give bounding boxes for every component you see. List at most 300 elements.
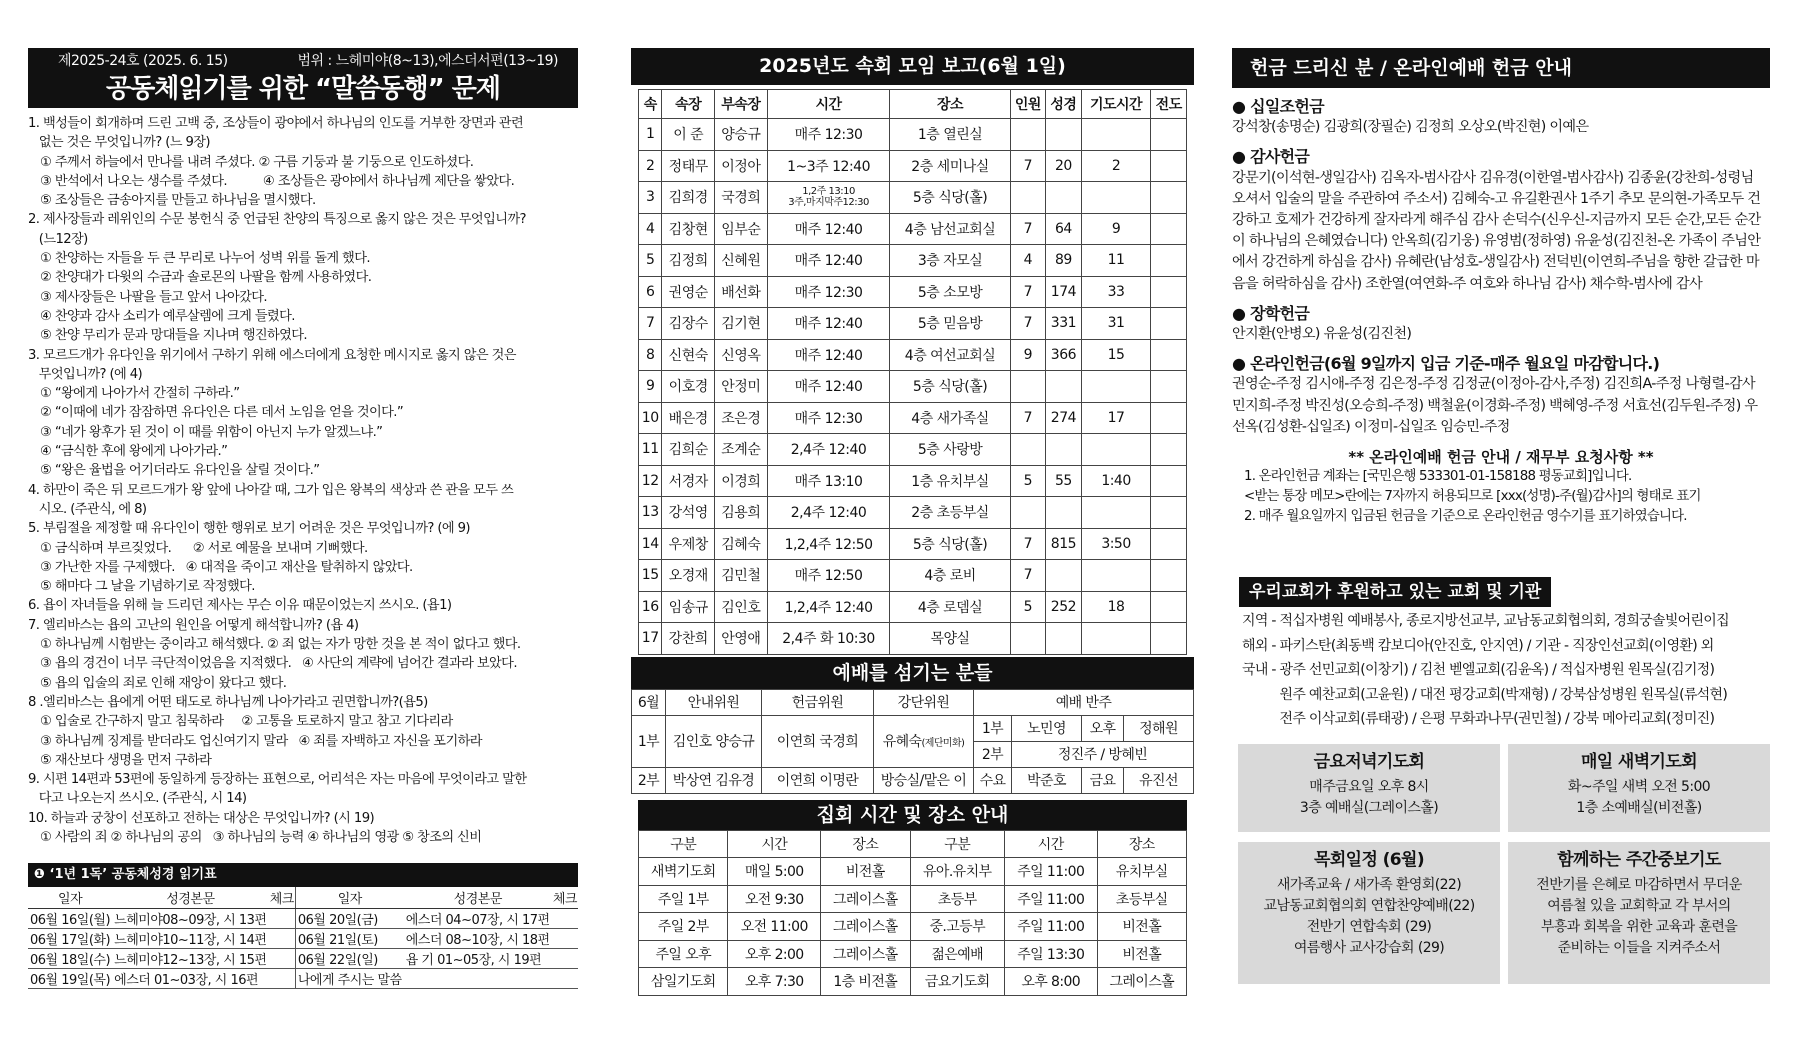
gathering-table [638,830,1187,996]
report-cell [1151,308,1187,340]
reading-header: 성경본문 [404,887,552,909]
offering-names: 강석창(송명순) 김광희(장필순) 김정희 오상오(박진현) 이예은 [1232,119,1589,136]
question-option: ③ 제사장들은 나팔을 들고 앞서 나아갔다. [40,289,267,305]
report-header: 시간 [767,90,890,119]
gathering-cell: 중.고등부 [910,913,1004,941]
report-cell [1046,119,1082,151]
report-cell: 조계순 [715,434,768,466]
report-cell: 11 [639,434,662,466]
gathering-cell: 새벽기도회 [639,858,728,886]
question-option: ④ 찬양과 감사 소리가 예루살렘에 크게 들렸다. [40,308,295,324]
report-cell: 5 [1010,591,1046,623]
altar-header: 강단위원 [874,689,974,715]
service-1-offering: 이연희 국경희 [762,715,874,767]
info-box-line: 부흥과 회복을 위한 교육과 훈련을 [1540,918,1738,935]
report-cell [1151,497,1187,529]
reading-cell: 06월 18일(수) [28,949,112,969]
info-box-line: 여름행사 교사강습회 (29) [1293,939,1445,956]
report-row [639,119,1187,151]
offering-names: 권영순-주정 김시애-주정 김은정-주정 김정균(이정아-감사,주정) 김진희A-주정 나형렬-감사 민지희-주정 박진성(오승희-주정) 백철윤(이경화-주정) 백혜영-주정 서효선(김두원-주정) 우선옥(김성환-십일조) 이정미-십일조 임승민-주정 [1232,376,1758,435]
question-text: 7. 엘리바스는 욥의 고난의 원인을 어떻게 해석합니까? (욥 4) [28,617,359,633]
question-option: ⑤ 조상들은 금송아지를 만들고 하나님을 멸시했다. [40,193,316,209]
report-cell: 366 [1046,339,1082,371]
report-row [639,213,1187,245]
report-cell: 1층 유치부실 [890,465,1010,497]
report-header: 성경 [1046,90,1082,119]
report-row [639,182,1187,214]
report-row [639,339,1187,371]
report-cell: 우제창 [662,528,715,560]
offering-title: 헌금 드리신 분 / 온라인예배 헌금 안내 [1232,48,1770,88]
report-cell: 174 [1046,276,1082,308]
report-cell: 5 [1010,465,1046,497]
report-header: 속 [639,90,662,119]
report-cell: 김기현 [715,308,768,340]
report-cell: 5층 식당(홀) [890,371,1010,403]
report-cell: 33 [1081,276,1151,308]
report-cell: 7 [1010,276,1046,308]
report-cell: 64 [1046,213,1082,245]
report-cell [1010,497,1046,529]
report-cell: 매주 12:40 [767,339,890,371]
report-row [639,276,1187,308]
info-box-title: 목회일정 (6월) [1314,849,1424,870]
report-cell: 매주 12:40 [767,213,890,245]
offering-column [1232,0,1770,984]
report-cell: 이경희 [715,465,768,497]
report-cell: 배선화 [715,276,768,308]
support-line: 해외 - 파키스탄(최동백 캄보디아(안진호, 안지연) / 기관 - 직장인선교회(이영환) 외 [1242,637,1714,654]
accomp-fri-name: 유진선 [1124,767,1194,793]
report-header: 전도 [1151,90,1187,119]
report-cell [1151,182,1187,214]
report-cell: 4 [1010,245,1046,277]
gathering-cell: 유아.유치부 [910,858,1004,886]
report-cell [1151,276,1187,308]
report-cell: 매주 12:30 [767,402,890,434]
report-cell: 이 준 [662,119,715,151]
report-cell: 4층 로비 [890,560,1010,592]
report-cell-line: 3주,마지막주12:30 [788,197,869,209]
report-cell [1151,465,1187,497]
question-text: 8 .엘리바스는 욥에게 어떤 태도로 하나님께 나아가라고 권면합니까?(욥5) [28,694,428,710]
reading-row [28,929,578,949]
report-cell: 3층 자모실 [890,245,1010,277]
info-box-line: 전반기를 은혜로 마감하면서 무더운 [1536,876,1742,893]
report-cell [1010,182,1046,214]
gathering-cell: 매일 5:00 [728,858,821,886]
gathering-cell: 1층 비전홀 [821,968,910,996]
report-cell: 20 [1046,150,1082,182]
report-cell: 김희경 [662,182,715,214]
reading-cell: 06월 22일(일) [295,949,403,969]
gathering-cell: 오후 2:00 [728,940,821,968]
report-header: 장소 [890,90,1010,119]
report-cell: 8 [639,339,662,371]
question-option: ⑤ 욥의 입술의 죄로 인해 재앙이 왔다고 했다. [40,675,287,691]
report-cell [1151,560,1187,592]
report-row [639,528,1187,560]
report-cell: 신현숙 [662,339,715,371]
offering-heading: ● 감사헌금 [1232,146,1770,167]
month-cell: 6월 [632,689,666,715]
question-option: ⑤ 찬양 무리가 문과 망대들을 지나며 행진하였다. [40,328,308,344]
info-box-line: 새가족교육 / 새가족 환영회(22) [1276,876,1462,893]
report-cell: 매주 13:10 [767,465,890,497]
gathering-cell: 오전 9:30 [728,885,821,913]
guide-header: 안내위원 [666,689,762,715]
report-cell: 4층 남선교회실 [890,213,1010,245]
service-1-guides: 김인호 양승규 [666,715,762,767]
service-2-label: 2부 [632,767,666,793]
report-cell: 13 [639,497,662,529]
report-cell: 5층 식당(홀) [890,182,1010,214]
report-cell: 2,4주 화 10:30 [767,623,890,655]
report-cell: 274 [1046,402,1082,434]
report-cell: 김용희 [715,497,768,529]
support-list [1232,611,1770,730]
issue-number: 제2025-24호 (2025. 6. 15) [58,53,228,69]
gathering-cell: 주일 2부 [639,913,728,941]
reading-range: 범위 : 느헤미야(8~13),에스더서편(13~19) [297,53,558,69]
report-cell: 5층 사랑방 [890,434,1010,466]
reading-cell: 느헤미야10~11장, 시 14편 [112,929,269,949]
reading-cell [552,969,578,989]
gathering-cell: 주일 1부 [639,885,728,913]
reading-cell: 06월 16일(월) [28,909,112,929]
report-cell [1151,434,1187,466]
reading-cell [269,949,296,969]
report-cell: 7 [1010,560,1046,592]
gathering-cell: 초등부 [910,885,1004,913]
report-cell: 89 [1046,245,1082,277]
report-cell: 서경자 [662,465,715,497]
cell-report-title: 2025년도 속회 모임 보고(6월 1일) [631,48,1194,85]
gathering-cell: 주일 오후 [639,940,728,968]
gathering-cell: 주일 13:30 [1004,940,1097,968]
info-box [1238,744,1500,832]
report-cell: 2 [1081,150,1151,182]
offering-names: 강문기(이석현-생일감사) 김옥자-범사감사 김유경(이한열-범사감사) 김종윤(강찬희-성령님 오셔서 입술의 말을 주관하여 주소서) 김혜숙-고 유길환권사 1주기 추모 문의현-가족모두 건강하고 호제가 건강하게 잘자라게 해주심 감사 손덕수(신우신-지금까지 모든 순간,모든 순간이 하나님의 은혜였습니다) 안옥희(김기웅) 유영범(정하영) 유윤성(김진천-온 가족이 주님안에서 강건하게 하심을 감사) 유혜란(남성호-생일감사) 전덕빈(이연희-주님을 향한 갈급한 마음을 허락하심을 감사) 조한열(여연화-주 여호와 하나님 감사) 채수학-범사에 감사 [1232,169,1761,292]
accomp-2-name: 정진주 / 방혜빈 [1012,741,1194,767]
offering-heading: ● 십일조헌금 [1232,96,1770,117]
report-cell: 김정희 [662,245,715,277]
report-row [639,623,1187,655]
report-cell: 7 [1010,528,1046,560]
info-box [1508,744,1770,832]
report-cell: 5층 믿음방 [890,308,1010,340]
report-cell: 4층 새가족실 [890,402,1010,434]
report-cell: 17 [1081,402,1151,434]
report-cell: 4 [639,213,662,245]
report-cell [1151,150,1187,182]
reading-cell: 에스더 08~10장, 시 18편 [404,929,552,949]
report-cell: 16 [639,591,662,623]
report-cell [1151,402,1187,434]
support-line: 전주 이삭교회(류태광) / 은평 무화과나무(권민철) / 강북 메아리교회(정미진) [1242,711,1715,728]
report-cell: 매주 12:30 [767,276,890,308]
accomp-1-name: 노민영 [1012,715,1082,741]
gathering-cell: 유치부실 [1097,858,1186,886]
report-cell: 매주 12:40 [767,245,890,277]
reading-row [28,969,578,989]
question-option: ⑤ 재산보다 생명을 먼저 구하라 [40,752,212,768]
report-cell [1151,623,1187,655]
info-box-line: 교남동교회협의회 연합찬양예배(22) [1263,897,1475,914]
report-cell: 매주 12:40 [767,308,890,340]
reading-cell: 나에게 주시는 말씀 [295,969,403,989]
info-box-title: 매일 새벽기도회 [1580,751,1698,772]
report-cell: 15 [1081,339,1151,371]
report-cell: 이호경 [662,371,715,403]
question-text: 1. 백성들이 회개하며 드린 고백 중, 조상들이 광야에서 하나님의 인도를 거부한 장면과 관련 없는 것은 무엇입니까? (느 9장) [28,116,524,151]
report-cell: 2층 세미나실 [890,150,1010,182]
report-cell: 5층 소모방 [890,276,1010,308]
gathering-cell: 비전홀 [1097,913,1186,941]
report-cell [1151,119,1187,151]
cell-report-table [638,89,1187,655]
report-cell: 1:40 [1081,465,1151,497]
gathering-row [639,968,1187,996]
report-row [639,497,1187,529]
report-cell: 2,4주 12:40 [767,497,890,529]
report-cell: 김인호 [715,591,768,623]
report-row [639,560,1187,592]
online-notice-lines [1232,467,1770,527]
accomp-1-label: 1부 [974,715,1012,741]
info-box-line: 전반기 연합속회 (29) [1306,918,1432,935]
reading-cell [269,909,296,929]
report-cell: 1 [639,119,662,151]
report-cell: 양승규 [715,119,768,151]
gathering-cell: 젊은예배 [910,940,1004,968]
offering-heading: ● 장학헌금 [1232,303,1770,324]
report-cell: 7 [1010,150,1046,182]
report-cell: 김장수 [662,308,715,340]
report-cell: 신혜원 [715,245,768,277]
report-cell: 14 [639,528,662,560]
report-cell: 안영애 [715,623,768,655]
reading-cell [269,929,296,949]
report-cell [1010,623,1046,655]
support-line: 원주 예찬교회(고윤원) / 대전 평강교회(박재형) / 강북삼성병원 원목실(류석현) [1242,686,1728,703]
report-cell: 매주 12:40 [767,371,890,403]
question-option: ① 금식하며 부르짖었다. ② 서로 예물을 보내며 기뻐했다. [40,540,368,556]
report-row [639,434,1187,466]
question-text: 4. 하만이 죽은 뒤 모르드개가 왕 앞에 나아갈 때, 그가 입은 왕복의 색상과 쓴 관을 모두 쓰 시오. (주관식, 에 8) [28,482,514,517]
gathering-cell: 오전 11:00 [728,913,821,941]
report-cell: 2 [639,150,662,182]
report-cell: 252 [1046,591,1082,623]
question-option: ① 찬양하는 자들을 두 큰 무리로 나누어 성벽 위를 돌게 했다. [40,251,370,267]
support-title: 우리교회가 후원하고 있는 교회 및 기관 [1239,577,1551,607]
service-1-altar: 유혜숙(제단미화) [874,715,974,767]
reading-cell: 06월 20일(금) [295,909,403,929]
report-cell: 17 [639,623,662,655]
reading-cell [552,949,578,969]
report-cell: 10 [639,402,662,434]
report-header: 기도시간 [1081,90,1151,119]
gathering-cell: 금요기도회 [910,968,1004,996]
report-column [631,0,1194,996]
reading-cell: 06월 17일(화) [28,929,112,949]
gathering-cell: 주일 11:00 [1004,913,1097,941]
accomp-afternoon-name: 정해원 [1124,715,1194,741]
reading-row [28,949,578,969]
info-box-line: 여름철 있을 교회학교 각 부서의 [1547,897,1731,914]
gathering-header: 장소 [1097,830,1186,858]
report-cell: 이정아 [715,150,768,182]
report-cell [1046,623,1082,655]
report-cell [1046,434,1082,466]
question-text: 6. 욥이 자녀들을 위해 늘 드리던 제사는 무슨 이유 때문이었는지 쓰시오. (욥1) [28,598,452,614]
offering-heading: ● 온라인헌금(6월 9일까지 입금 기준-매주 월요일 마감합니다.) [1232,353,1770,374]
report-cell: 정태무 [662,150,715,182]
gathering-cell: 오후 7:30 [728,968,821,996]
reading-cell [552,929,578,949]
report-cell [1010,371,1046,403]
question-text: 9. 시편 14편과 53편에 동일하게 등장하는 표현으로, 어리석은 자는 마음에 무엇이라고 말한 다고 나오는지 쓰시오. (주관식, 시 14) [28,772,527,807]
report-cell: 안정미 [715,371,768,403]
report-cell: 11 [1081,245,1151,277]
report-cell: 18 [1081,591,1151,623]
report-cell: 1,2,4주 12:40 [767,591,890,623]
gathering-cell: 초등부실 [1097,885,1186,913]
info-box-title: 함께하는 주간중보기도 [1557,849,1721,870]
report-cell: 국경희 [715,182,768,214]
notice-line: 2. 매주 월요일까지 입금된 헌금을 기준으로 온라인헌금 영수기를 표기하였습니다. [1244,509,1687,525]
service-2-altar: 방승실/맡은 이 [874,767,974,793]
report-cell: 김희순 [662,434,715,466]
question-option: ① 주께서 하늘에서 만나를 내려 주셨다. ② 구름 기둥과 불 기둥으로 인도하셨다. [40,154,474,170]
report-cell: 매주 12:30 [767,119,890,151]
report-cell: 3:50 [1081,528,1151,560]
gathering-row [639,913,1187,941]
question-text: 3. 모르드개가 유다인을 위기에서 구하기 위해 에스더에게 요청한 메시지로 옳지 않은 것은 무엇입니까? (에 4) [28,347,516,382]
reading-cell: 06월 19일(목) [28,969,112,989]
report-cell: 9 [639,371,662,403]
gathering-cell: 주일 11:00 [1004,858,1097,886]
report-cell [1046,560,1082,592]
report-cell [1151,371,1187,403]
question-option: ① “왕에게 나아가서 간절히 구하라.” [40,386,240,402]
reading-cell [404,969,552,989]
question-option: ④ “금식한 후에 왕에게 나아가라.” [40,444,228,460]
reading-cell [269,969,296,989]
report-cell: 권영순 [662,276,715,308]
report-cell: 2층 초등부실 [890,497,1010,529]
report-cell [1151,245,1187,277]
report-cell: 7 [1010,308,1046,340]
report-cell [1151,528,1187,560]
report-cell [1081,119,1151,151]
report-cell: 331 [1046,308,1082,340]
reading-cell: 느헤미야12~13장, 시 15편 [112,949,269,969]
info-box-line: 1층 소예배실(비전홀) [1576,799,1702,816]
gathering-row [639,858,1187,886]
service-2-guides: 박상연 김유경 [666,767,762,793]
service-2-offering: 이연희 이명란 [762,767,874,793]
report-cell [767,182,890,214]
report-row [639,308,1187,340]
info-box-line: 준비하는 이들을 지켜주소서 [1557,939,1721,956]
accomp-wed-name: 박준호 [1012,767,1082,793]
info-box-line: 매주금요일 오후 8시 [1309,778,1429,795]
report-row [639,465,1187,497]
reading-cell: 06월 21일(토) [295,929,403,949]
report-cell: 7 [1010,213,1046,245]
report-cell [1081,434,1151,466]
report-cell [1046,371,1082,403]
quiz-title: 공동체읽기를 위한 “말씀동행” 문제 [106,74,500,104]
report-cell: 신영옥 [715,339,768,371]
gathering-header: 시간 [1004,830,1097,858]
question-option: ② “이때에 네가 잠잠하면 유다인은 다른 데서 노임을 얻을 것이다.” [40,405,404,421]
reading-cell: 에스더 04~07장, 시 17편 [404,909,552,929]
worship-servants-table [631,689,1194,794]
reading-header: 일자 [28,887,112,909]
question-option: ⑤ 해마다 그 날을 기념하기로 작정했다. [40,579,255,595]
report-cell: 1~3주 12:40 [767,150,890,182]
gathering-header: 구분 [639,830,728,858]
report-cell: 15 [639,560,662,592]
report-cell: 배은경 [662,402,715,434]
accomp-fri-label: 금요 [1082,767,1124,793]
gathering-cell: 비전홀 [1097,940,1186,968]
report-cell: 김혜숙 [715,528,768,560]
offering-names: 안지환(안병오) 유윤성(김진천) [1232,326,1412,343]
report-header: 속장 [662,90,715,119]
report-cell [1046,497,1082,529]
report-cell: 31 [1081,308,1151,340]
report-header: 인원 [1010,90,1046,119]
gathering-title: 집회 시간 및 장소 안내 [638,800,1187,830]
reading-header: 성경본문 [112,887,269,909]
report-cell: 김창현 [662,213,715,245]
report-cell [1151,339,1187,371]
gathering-cell: 그레이스홀 [821,913,910,941]
report-cell: 임송규 [662,591,715,623]
gathering-header: 시간 [728,830,821,858]
gathering-header: 구분 [910,830,1004,858]
report-row [639,150,1187,182]
gathering-cell: 그레이스홀 [821,940,910,968]
report-cell: 4층 여선교회실 [890,339,1010,371]
report-cell: 매주 12:50 [767,560,890,592]
gathering-cell: 비전홀 [821,858,910,886]
report-cell: 815 [1046,528,1082,560]
report-row [639,371,1187,403]
info-box [1238,842,1500,984]
quiz-column [28,0,578,989]
reading-cell: 욥 기 01~05장, 시 19편 [404,949,552,969]
report-row [639,402,1187,434]
report-cell: 7 [639,308,662,340]
question-option: ③ 욥의 경건이 너무 극단적이었음을 지적했다. ④ 사단의 계략에 넘어간 결과라 보았다. [40,656,517,672]
report-cell [1010,434,1046,466]
report-cell: 5 [639,245,662,277]
service-1-label: 1부 [632,715,666,767]
question-option: ② 찬양대가 다윗의 수금과 솔로몬의 나팔을 함께 사용하였다. [40,270,372,286]
report-row [639,245,1187,277]
info-box-line: 3층 예배실(그레이스홀) [1299,799,1439,816]
reading-cell: 에스더 01~03장, 시 16편 [112,969,269,989]
accomp-afternoon-label: 오후 [1082,715,1124,741]
question-option: ③ 가난한 자를 구제했다. ④ 대적을 죽이고 재산을 탈취하지 않았다. [40,559,413,575]
support-line: 국내 - 광주 선민교회(이창기) / 김천 벧엘교회(김윤옥) / 적십자병원 원목실(김기정) [1242,662,1715,679]
reading-header: 체크 [552,887,578,909]
gathering-header: 장소 [821,830,910,858]
